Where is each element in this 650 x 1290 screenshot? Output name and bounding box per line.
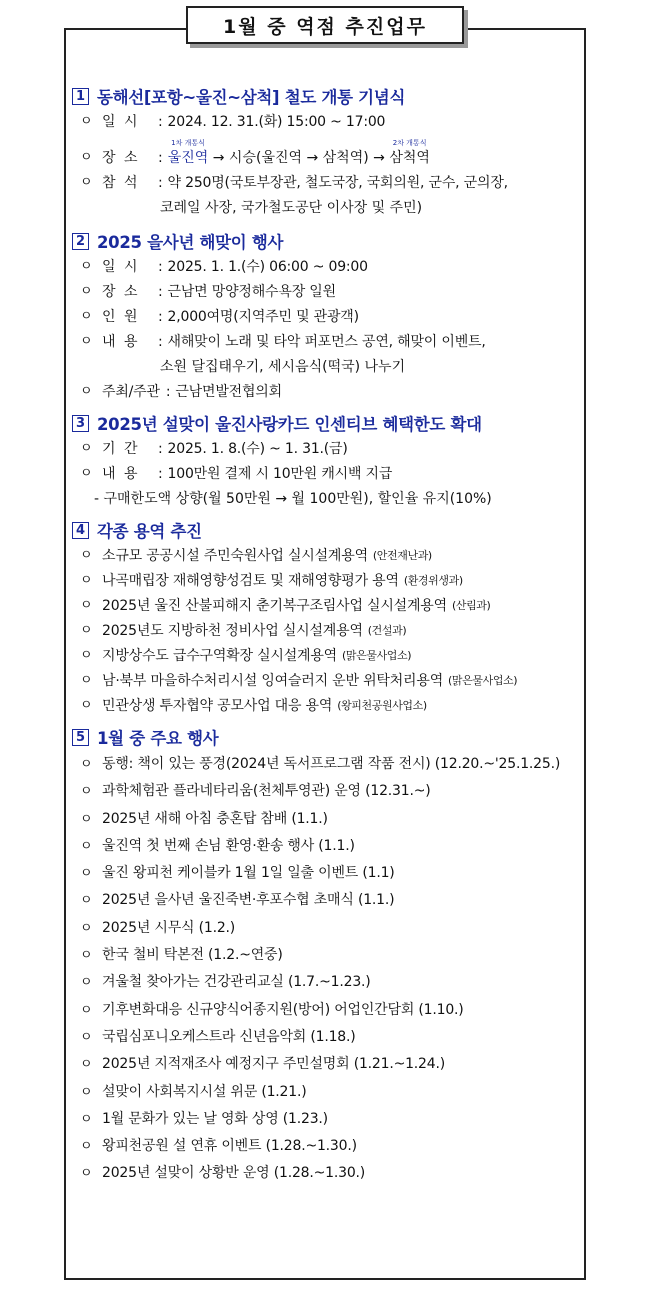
bullet-icon: ㅇ — [80, 1057, 93, 1073]
list-item — [72, 569, 580, 594]
bullet-icon: ㅇ — [80, 150, 93, 165]
bullet-icon: ㅇ — [80, 673, 93, 688]
bullet-icon: ㅇ — [80, 334, 93, 349]
sub-note: - 구매한도액 상향(월 50만원 → 월 100만원), 할인율 유지(10%) — [94, 491, 492, 507]
field-label: 일 시 — [102, 259, 140, 275]
section-heading — [72, 409, 580, 437]
place-row — [72, 135, 580, 167]
list-item — [72, 644, 580, 669]
place-row — [72, 280, 580, 305]
list-item — [72, 887, 580, 914]
field-value: 2025. 1. 1.(수) 06:00 ~ 09:00 — [167, 259, 368, 275]
service-list — [72, 544, 580, 719]
list-item — [72, 915, 580, 942]
list-item-text: 겨울철 찾아가는 건강관리교실 (1.7.~1.23.) — [102, 974, 371, 991]
colon: : — [158, 466, 163, 482]
bullet-icon: ㅇ — [80, 259, 93, 274]
field-label: 내 용 — [102, 466, 140, 482]
list-item — [72, 1051, 580, 1078]
bullet-icon: ㅇ — [80, 893, 93, 909]
bullet-icon: ㅇ — [80, 1029, 93, 1045]
period-row — [72, 437, 580, 462]
list-item — [72, 1160, 580, 1187]
section-title: 2025 을사년 해맞이 행사 — [97, 233, 284, 252]
field-label: 장 소 — [102, 150, 140, 166]
field-label: 참 석 — [102, 175, 140, 191]
bullet-icon: ㅇ — [80, 1111, 93, 1127]
section-1 — [72, 82, 580, 221]
list-item — [72, 806, 580, 833]
list-item-text: 2025년 새해 아침 충혼탑 참배 (1.1.) — [102, 810, 328, 827]
bullet-icon: ㅇ — [80, 757, 93, 772]
list-item-text: 남·북부 마을하수처리시설 잉여슬러지 운반 위탁처리용역 — [102, 673, 444, 689]
bullet-icon: ㅇ — [80, 1139, 93, 1155]
field-label: 내 용 — [102, 334, 140, 350]
department-label: (왕피천공원사업소) — [337, 699, 427, 712]
list-item-text: 지방상수도 급수구역확장 실시설계용역 — [102, 648, 338, 664]
list-item-text: 울진역 첫 번째 손님 환영·환송 행사 (1.1.) — [102, 837, 355, 854]
field-value: 약 250명(국토부장관, 철도국장, 국회의원, 군수, 군의장, — [167, 175, 508, 191]
bullet-icon: ㅇ — [80, 784, 93, 800]
bullet-icon: ㅇ — [80, 866, 93, 882]
bullet-icon: ㅇ — [80, 309, 93, 324]
list-item-text: 나곡매립장 재해영향성검토 및 재해영향평가 용역 — [102, 573, 399, 589]
colon: : — [158, 175, 163, 191]
list-item-text: 2025년 시무식 (1.2.) — [102, 919, 236, 936]
list-item — [72, 860, 580, 887]
list-item-text: 2025년 설맞이 상황반 운영 (1.28.~1.30.) — [102, 1165, 366, 1182]
list-item-text: 설맞이 사회복지시설 위문 (1.21.) — [102, 1083, 307, 1100]
section-number-box: 4 — [72, 522, 89, 539]
colon: : — [158, 150, 163, 166]
bullet-icon: ㅇ — [80, 948, 93, 964]
field-label: 주최/주관 — [102, 384, 160, 400]
list-item-text: 국립심포니오케스트라 신년음악회 (1.18.) — [102, 1028, 356, 1045]
list-item-text: 기후변화대응 신규양식어종지원(방어) 어업인간담회 (1.10.) — [102, 1001, 464, 1018]
field-value-continued: 코레일 사장, 국가철도공단 이사장 및 주민) — [160, 200, 423, 216]
bullet-icon: ㅇ — [80, 1166, 93, 1182]
section-number-box: 2 — [72, 233, 89, 250]
list-item — [72, 751, 580, 778]
list-item — [72, 969, 580, 996]
bullet-icon: ㅇ — [80, 114, 93, 129]
list-item-text: 한국 철비 탁본전 (1.2.~연중) — [102, 947, 283, 964]
list-item — [72, 694, 580, 719]
department-label: (산림과) — [451, 599, 491, 612]
station-name: 울진역 — [167, 150, 209, 166]
department-label: (건설과) — [367, 624, 407, 637]
bullet-icon: ㅇ — [80, 1002, 93, 1018]
list-item-text: 민관상생 투자협약 공모사업 대응 용역 — [102, 698, 333, 714]
route-text: → 시승(울진역 → 삼척역) → — [208, 150, 390, 166]
department-label: (맑은물사업소) — [448, 674, 518, 687]
bullet-icon: ㅇ — [80, 648, 93, 663]
field-label: 기 간 — [102, 441, 140, 457]
ruby-note: 1차 개통식 — [171, 139, 205, 147]
bullet-icon: ㅇ — [80, 284, 93, 299]
field-value: 새해맞이 노래 및 타악 퍼포먼스 공연, 해맞이 이벤트, — [167, 334, 486, 350]
bullet-icon: ㅇ — [80, 441, 93, 456]
department-label: (안전재난과) — [372, 549, 432, 562]
list-item-text: 왕피천공원 설 연휴 이벤트 (1.28.~1.30.) — [102, 1138, 357, 1155]
colon: : — [158, 441, 163, 457]
date-row — [72, 255, 580, 280]
colon: : — [158, 334, 163, 350]
list-item — [72, 669, 580, 694]
list-item — [72, 778, 580, 805]
bullet-icon: ㅇ — [80, 466, 93, 481]
content-row — [72, 462, 580, 487]
field-label: 장 소 — [102, 284, 140, 300]
list-item-text: 과학체험관 플라네타리움(천체투영관) 운영 (12.31.~) — [102, 783, 431, 800]
list-item-text: 동행: 책이 있는 풍경(2024년 독서프로그램 작품 전시) (12.20.~'25.1.25.) — [102, 756, 561, 772]
list-item-text: 소규모 공공시설 주민숙원사업 실시설계용역 — [102, 548, 368, 564]
list-item — [72, 942, 580, 969]
section-heading — [72, 723, 580, 751]
host-row — [72, 380, 580, 405]
colon: : — [158, 284, 163, 300]
list-item-text: 1월 문화가 있는 날 영화 상영 (1.23.) — [102, 1110, 328, 1127]
list-item — [72, 997, 580, 1024]
field-value: 2024. 12. 31.(화) 15:00 ~ 17:00 — [167, 114, 386, 130]
ruby-note: 2차 개통식 — [392, 139, 427, 147]
section-title: 2025년 설맞이 울진사랑카드 인센티브 혜택한도 확대 — [97, 415, 482, 434]
list-item-text: 울진 왕피천 케이블카 1월 1일 일출 이벤트 (1.1) — [102, 865, 395, 882]
section-number-box: 1 — [72, 88, 89, 105]
list-item — [72, 1079, 580, 1106]
section-heading — [72, 516, 580, 544]
list-item — [72, 594, 580, 619]
department-label: (환경위생과) — [403, 574, 463, 587]
section-2 — [72, 227, 580, 405]
department-label: (맑은물사업소) — [342, 649, 412, 662]
list-item — [72, 619, 580, 644]
bullet-icon: ㅇ — [80, 384, 93, 399]
field-value: 100만원 결제 시 10만원 캐시백 지급 — [167, 466, 393, 482]
bullet-icon: ㅇ — [80, 175, 93, 190]
section-title: 각종 용역 추진 — [97, 522, 202, 541]
list-item — [72, 1024, 580, 1051]
field-label: 일 시 — [102, 114, 140, 130]
station-name: 삼척역 — [389, 150, 430, 166]
section-heading — [72, 227, 580, 255]
colon: : — [158, 309, 163, 325]
bullet-icon: ㅇ — [80, 1084, 93, 1100]
section-number-box: 5 — [72, 729, 89, 746]
ruby-annotation — [168, 140, 209, 167]
people-row — [72, 305, 580, 330]
bullet-icon: ㅇ — [80, 573, 93, 588]
list-item-text: 2025년 울진 산불피해지 춘기복구조림사업 실시설계용역 — [102, 598, 447, 614]
field-value: 2025. 1. 8.(수) ~ 1. 31.(금) — [167, 441, 348, 457]
field-value: 2,000여명(지역주민 및 관광객) — [167, 309, 359, 325]
bullet-icon: ㅇ — [80, 975, 93, 991]
bullet-icon: ㅇ — [80, 811, 93, 827]
ruby-annotation — [389, 140, 430, 167]
bullet-icon: ㅇ — [80, 838, 93, 854]
section-title: 동해선[포항~울진~삼척] 철도 개통 기념식 — [97, 88, 406, 107]
section-title: 1월 중 주요 행사 — [97, 729, 219, 748]
document-body — [72, 78, 580, 1188]
list-item — [72, 1106, 580, 1133]
content-row — [72, 330, 580, 355]
field-label: 인 원 — [102, 309, 140, 325]
bullet-icon: ㅇ — [80, 548, 93, 563]
list-item-text: 2025년 을사년 울진죽변·후포수협 초매식 (1.1.) — [102, 892, 395, 909]
colon: : — [165, 384, 171, 400]
bullet-icon: ㅇ — [80, 920, 93, 936]
list-item — [72, 833, 580, 860]
bullet-icon: ㅇ — [80, 623, 93, 638]
bullet-icon: ㅇ — [80, 698, 93, 713]
section-number-box: 3 — [72, 415, 89, 432]
attend-row — [72, 171, 580, 196]
list-item-text: 2025년도 지방하천 정비사업 실시설계용역 — [102, 623, 363, 639]
date-row — [72, 110, 580, 135]
field-value-continued: 소원 달집태우기, 세시음식(떡국) 나누기 — [160, 359, 406, 375]
field-value: 근남면발전협의회 — [175, 384, 282, 400]
bullet-icon: ㅇ — [80, 598, 93, 613]
section-heading — [72, 82, 580, 110]
list-item — [72, 544, 580, 569]
section-3 — [72, 409, 580, 512]
list-item-text: 2025년 지적재조사 예정지구 주민설명회 (1.21.~1.24.) — [102, 1056, 445, 1073]
list-item — [72, 1133, 580, 1160]
page-title: 1월 중 역점 추진업무 — [186, 6, 464, 44]
colon: : — [158, 114, 163, 130]
field-value: 근남면 망양정해수욕장 일원 — [167, 284, 336, 300]
section-5 — [72, 723, 580, 1188]
event-list — [72, 751, 580, 1188]
colon: : — [158, 259, 163, 275]
section-4 — [72, 516, 580, 719]
